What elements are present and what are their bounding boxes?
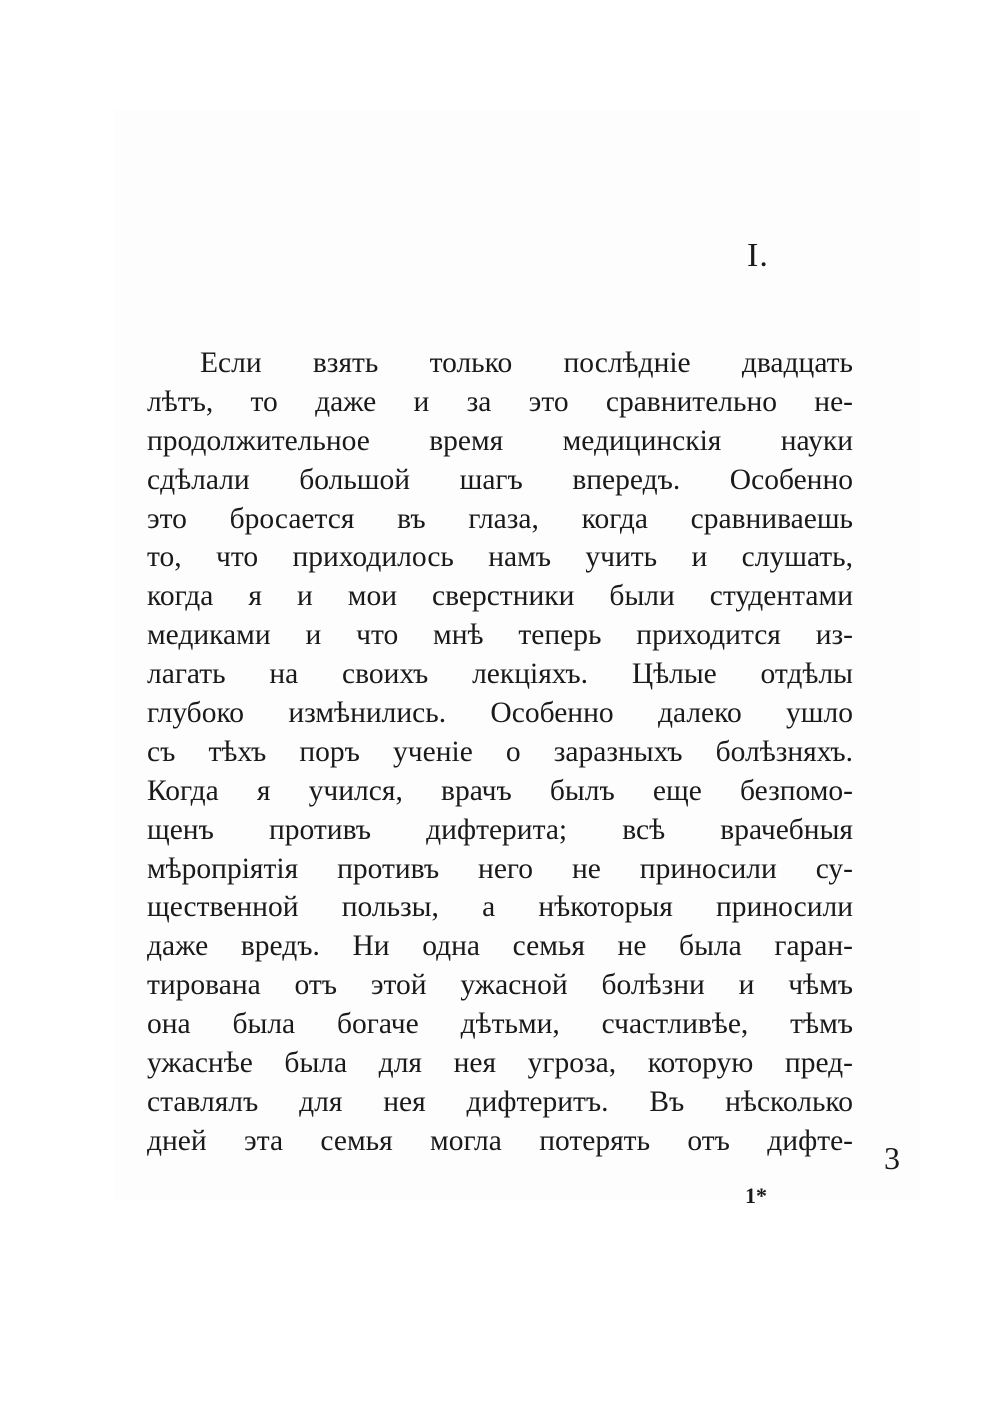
chapter-heading: I. <box>747 237 769 274</box>
text-line: ужаснѣе была для нея угроза, которую пред- <box>147 1047 853 1080</box>
body-text <box>147 344 853 1161</box>
page-number: 3 <box>884 1140 900 1176</box>
text-line: тирована отъ этой ужасной болѣзни и чѣмъ <box>147 969 853 1002</box>
text-line: съ тѣхъ поръ ученіе о заразныхъ болѣзняхъ. <box>147 735 853 768</box>
text-line: сдѣлали большой шагъ впередъ. Особенно <box>147 463 853 496</box>
text-line: это бросается въ глаза, когда сравниваешь <box>147 502 853 535</box>
text-line: Если взять только послѣдніе двадцать <box>200 347 853 379</box>
text-line: то, что приходилось намъ учить и слушать, <box>147 541 853 574</box>
text-line: даже вредъ. Ни одна семья не была гаран- <box>147 930 853 963</box>
text-line: продолжительное время медицинскія науки <box>147 424 853 457</box>
text-line: лагать на своихъ лекціяхъ. Цѣлые отдѣлы <box>147 658 853 691</box>
signature-mark: 1* <box>745 1183 767 1208</box>
text-line: щественной пользы, а нѣкоторыя приносили <box>147 891 853 924</box>
text-line: лѣтъ, то даже и за это сравнительно не- <box>147 385 853 418</box>
text-line: медиками и что мнѣ теперь приходится из- <box>147 619 853 652</box>
text-line: ставлялъ для нея дифтеритъ. Въ нѣсколько <box>147 1085 853 1118</box>
text-line: дней эта семья могла потерять отъ дифте- <box>147 1124 853 1157</box>
text-line: глубоко измѣнились. Особенно далеко ушло <box>147 697 853 730</box>
text-line: она была богаче дѣтьми, счастливѣе, тѣмъ <box>147 1008 853 1041</box>
text-line: мѣропріятія противъ него не приносили су- <box>147 852 853 885</box>
text-line: когда я и мои сверстники были студентами <box>147 580 853 613</box>
text-line: щенъ противъ дифтерита; всѣ врачебныя <box>147 813 853 846</box>
text-line: Когда я учился, врачъ былъ еще безпомо- <box>147 774 853 807</box>
